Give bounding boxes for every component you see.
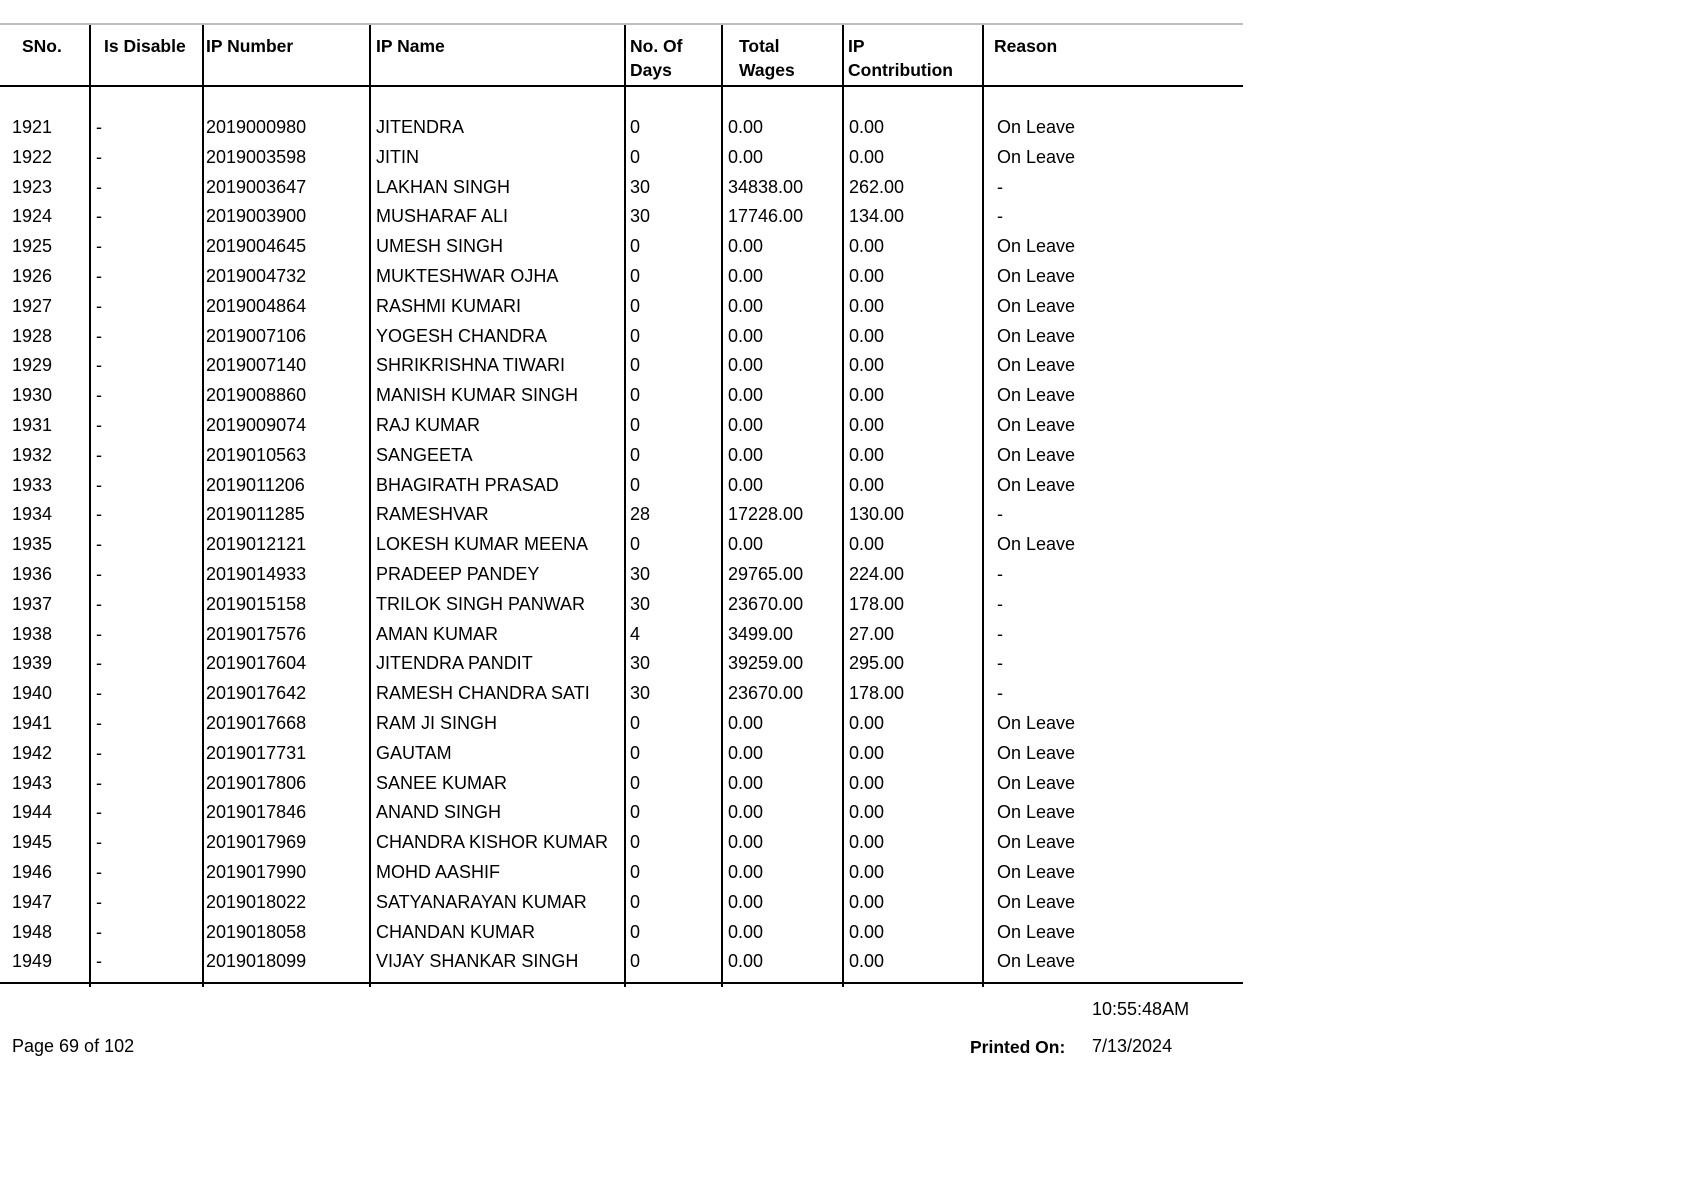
- cell-ip-name: JITIN: [376, 146, 419, 167]
- cell-total-wages: 39259.00: [728, 653, 804, 674]
- cell-ip-name: SANEE KUMAR: [376, 772, 508, 793]
- cell-no-of-days: 30: [630, 176, 651, 197]
- cell-no-of-days: 0: [630, 802, 641, 823]
- cell-reason: On Leave: [997, 236, 1076, 257]
- cell-ip-contribution: 0.00: [849, 444, 885, 465]
- cell-is-disable: -: [96, 236, 102, 257]
- cell-ip-number: 2019017969: [206, 832, 307, 853]
- cell-no-of-days: 0: [630, 832, 641, 853]
- cell-total-wages: 0.00: [728, 832, 764, 853]
- cell-sno: 1925: [12, 236, 53, 257]
- cell-total-wages: 0.00: [728, 802, 764, 823]
- cell-sno: 1921: [12, 117, 53, 137]
- cell-total-wages: 0.00: [728, 414, 764, 435]
- cell-reason: On Leave: [997, 265, 1076, 286]
- cell-total-wages: 0.00: [728, 921, 764, 942]
- cell-is-disable: -: [96, 355, 102, 376]
- cell-sno: 1923: [12, 176, 53, 197]
- cell-is-disable: -: [96, 653, 102, 674]
- cell-no-of-days: 30: [630, 206, 651, 227]
- table-bottom-rule: [0, 982, 1243, 984]
- cell-reason: -: [997, 206, 1003, 227]
- table-row: [0, 620, 1243, 650]
- cell-ip-name: JITENDRA PANDIT: [376, 653, 533, 674]
- cell-no-of-days: 0: [630, 742, 641, 763]
- cell-reason: -: [997, 593, 1003, 614]
- cell-no-of-days: 0: [630, 236, 641, 257]
- cell-no-of-days: 30: [630, 563, 651, 584]
- cell-reason: On Leave: [997, 355, 1076, 376]
- cell-sno: 1935: [12, 534, 53, 555]
- cell-reason: On Leave: [997, 295, 1076, 316]
- table-row: [0, 202, 1243, 232]
- cell-reason: On Leave: [997, 385, 1076, 406]
- cell-sno: 1937: [12, 593, 53, 614]
- cell-total-wages: 0.00: [728, 355, 764, 376]
- cell-ip-number: 2019011285: [206, 504, 305, 525]
- cell-sno: 1927: [12, 295, 53, 316]
- cell-sno: 1934: [12, 504, 53, 525]
- cell-ip-contribution: 0.00: [849, 385, 885, 406]
- cell-ip-contribution: 0.00: [849, 921, 885, 942]
- cell-reason: On Leave: [997, 444, 1076, 465]
- cell-sno: 1946: [12, 861, 53, 882]
- cell-ip-contribution: 178.00: [849, 593, 905, 614]
- cell-ip-name: SANGEETA: [376, 444, 473, 465]
- header-total-wages-line2: Wages: [739, 60, 795, 80]
- cell-is-disable: -: [96, 325, 102, 346]
- cell-total-wages: 0.00: [728, 534, 764, 555]
- table-top-rule: [0, 23, 1243, 25]
- cell-no-of-days: 0: [630, 772, 641, 793]
- cell-ip-name: YOGESH CHANDRA: [376, 325, 548, 346]
- cell-no-of-days: 30: [630, 683, 651, 704]
- cell-ip-name: GAUTAM: [376, 742, 452, 763]
- header-no-of-days-line1: No. Of: [630, 36, 683, 56]
- cell-ip-contribution: 0.00: [849, 236, 885, 257]
- cell-ip-number: 2019017668: [206, 712, 307, 733]
- cell-no-of-days: 0: [630, 951, 641, 972]
- cell-is-disable: -: [96, 385, 102, 406]
- cell-no-of-days: 0: [630, 414, 641, 435]
- cell-is-disable: -: [96, 951, 102, 972]
- cell-reason: On Leave: [997, 325, 1076, 346]
- cell-reason: -: [997, 623, 1003, 644]
- cell-ip-contribution: 0.00: [849, 534, 885, 555]
- table-row: [0, 262, 1243, 292]
- cell-ip-name: LOKESH KUMAR MEENA: [376, 534, 589, 555]
- cell-is-disable: -: [96, 504, 102, 525]
- cell-sno: 1942: [12, 742, 53, 763]
- cell-sno: 1940: [12, 683, 53, 704]
- cell-sno: 1939: [12, 653, 53, 674]
- table-row: [0, 381, 1243, 411]
- cell-ip-contribution: 262.00: [849, 176, 905, 197]
- cell-no-of-days: 0: [630, 861, 641, 882]
- cell-total-wages: 23670.00: [728, 683, 804, 704]
- page-number: Page 69 of 102: [12, 1036, 135, 1056]
- cell-reason: On Leave: [997, 951, 1076, 972]
- printed-date: 7/13/2024: [1092, 1036, 1173, 1056]
- cell-ip-number: 2019003647: [206, 176, 307, 197]
- cell-total-wages: 23670.00: [728, 593, 804, 614]
- cell-is-disable: -: [96, 772, 102, 793]
- cell-ip-contribution: 0.00: [849, 802, 885, 823]
- table-row: [0, 769, 1243, 799]
- cell-ip-number: 2019012121: [206, 534, 307, 555]
- cell-total-wages: 0.00: [728, 117, 764, 137]
- cell-ip-number: 2019004645: [206, 236, 307, 257]
- cell-is-disable: -: [96, 832, 102, 853]
- table-row: [0, 828, 1243, 858]
- cell-ip-name: MANISH KUMAR SINGH: [376, 385, 579, 406]
- cell-no-of-days: 30: [630, 653, 651, 674]
- cell-ip-name: CHANDAN KUMAR: [376, 921, 536, 942]
- cell-total-wages: 29765.00: [728, 563, 804, 584]
- cell-ip-number: 2019007106: [206, 325, 307, 346]
- header-is-disable: Is Disable: [104, 36, 186, 56]
- cell-is-disable: -: [96, 802, 102, 823]
- cell-is-disable: -: [96, 563, 102, 584]
- cell-ip-name: TRILOK SINGH PANWAR: [376, 593, 586, 614]
- cell-ip-number: 2019003900: [206, 206, 307, 227]
- cell-is-disable: -: [96, 742, 102, 763]
- cell-total-wages: 0.00: [728, 265, 764, 286]
- cell-reason: On Leave: [997, 772, 1076, 793]
- cell-sno: 1948: [12, 921, 53, 942]
- cell-reason: On Leave: [997, 712, 1076, 733]
- cell-no-of-days: 0: [630, 534, 641, 555]
- cell-ip-name: MOHD AASHIF: [376, 861, 501, 882]
- table-row: [0, 560, 1243, 590]
- cell-ip-name: RAM JI SINGH: [376, 712, 498, 733]
- cell-ip-name: MUKTESHWAR OJHA: [376, 265, 559, 286]
- cell-reason: On Leave: [997, 921, 1076, 942]
- table-row: [0, 322, 1243, 352]
- cell-no-of-days: 0: [630, 385, 641, 406]
- cell-no-of-days: 0: [630, 355, 641, 376]
- cell-ip-contribution: 0.00: [849, 891, 885, 912]
- cell-ip-name: AMAN KUMAR: [376, 623, 499, 644]
- table-row: [0, 500, 1243, 530]
- cell-no-of-days: 0: [630, 891, 641, 912]
- header-total-wages-line1: Total: [739, 36, 780, 56]
- cell-sno: 1931: [12, 414, 53, 435]
- header-sno: SNo.: [22, 36, 62, 56]
- table-row: [0, 679, 1243, 709]
- cell-ip-contribution: 0.00: [849, 712, 885, 733]
- cell-no-of-days: 30: [630, 593, 651, 614]
- cell-reason: On Leave: [997, 534, 1076, 555]
- table-row: [0, 530, 1243, 560]
- cell-sno: 1949: [12, 951, 53, 972]
- cell-no-of-days: 0: [630, 444, 641, 465]
- cell-reason: On Leave: [997, 742, 1076, 763]
- cell-is-disable: -: [96, 921, 102, 942]
- cell-ip-number: 2019017846: [206, 802, 307, 823]
- cell-sno: 1941: [12, 712, 53, 733]
- cell-ip-number: 2019008860: [206, 385, 307, 406]
- header-ip-name: IP Name: [376, 36, 445, 56]
- cell-no-of-days: 28: [630, 504, 651, 525]
- table-row: [0, 143, 1243, 173]
- cell-no-of-days: 0: [630, 474, 641, 495]
- cell-ip-number: 2019017731: [206, 742, 307, 763]
- header-total-wages: [739, 34, 795, 82]
- cell-ip-contribution: 0.00: [849, 414, 885, 435]
- cell-ip-contribution: 224.00: [849, 563, 905, 584]
- cell-ip-contribution: 0.00: [849, 355, 885, 376]
- cell-total-wages: 0.00: [728, 742, 764, 763]
- table-row: [0, 590, 1243, 620]
- cell-ip-contribution: 0.00: [849, 117, 885, 137]
- cell-is-disable: -: [96, 593, 102, 614]
- cell-ip-number: 2019004864: [206, 295, 307, 316]
- cell-reason: -: [997, 176, 1003, 197]
- cell-reason: On Leave: [997, 861, 1076, 882]
- printed-time: 10:55:48AM: [1092, 999, 1190, 1019]
- cell-sno: 1924: [12, 206, 53, 227]
- cell-ip-contribution: 295.00: [849, 653, 905, 674]
- cell-ip-name: JITENDRA: [376, 117, 465, 137]
- cell-total-wages: 17746.00: [728, 206, 804, 227]
- cell-sno: 1932: [12, 444, 53, 465]
- cell-total-wages: 0.00: [728, 325, 764, 346]
- cell-no-of-days: 0: [630, 295, 641, 316]
- header-ip-contribution: [848, 34, 953, 82]
- cell-total-wages: 34838.00: [728, 176, 804, 197]
- cell-ip-name: ANAND SINGH: [376, 802, 502, 823]
- cell-is-disable: -: [96, 474, 102, 495]
- cell-ip-name: PRADEEP PANDEY: [376, 563, 540, 584]
- cell-is-disable: -: [96, 623, 102, 644]
- table-row: [0, 888, 1243, 918]
- cell-ip-name: SATYANARAYAN KUMAR: [376, 891, 587, 912]
- cell-is-disable: -: [96, 683, 102, 704]
- cell-is-disable: -: [96, 891, 102, 912]
- cell-ip-contribution: 0.00: [849, 832, 885, 853]
- cell-ip-contribution: 178.00: [849, 683, 905, 704]
- cell-ip-contribution: 0.00: [849, 951, 885, 972]
- cell-total-wages: 0.00: [728, 146, 764, 167]
- cell-total-wages: 0.00: [728, 772, 764, 793]
- cell-total-wages: 0.00: [728, 444, 764, 465]
- cell-sno: 1929: [12, 355, 53, 376]
- cell-no-of-days: 0: [630, 921, 641, 942]
- cell-reason: -: [997, 504, 1003, 525]
- cell-reason: On Leave: [997, 474, 1076, 495]
- table-row: [0, 173, 1243, 203]
- cell-is-disable: -: [96, 117, 102, 137]
- cell-ip-contribution: 0.00: [849, 325, 885, 346]
- cell-ip-number: 2019000980: [206, 117, 307, 137]
- cell-ip-name: RASHMI KUMARI: [376, 295, 522, 316]
- cell-ip-number: 2019009074: [206, 414, 307, 435]
- cell-reason: On Leave: [997, 832, 1076, 853]
- cell-ip-name: UMESH SINGH: [376, 236, 504, 257]
- cell-ip-contribution: 0.00: [849, 861, 885, 882]
- cell-is-disable: -: [96, 146, 102, 167]
- table-row: [0, 113, 1243, 143]
- cell-ip-number: 2019004732: [206, 265, 307, 286]
- cell-ip-contribution: 134.00: [849, 206, 905, 227]
- cell-ip-name: RAJ KUMAR: [376, 414, 481, 435]
- cell-reason: On Leave: [997, 117, 1076, 137]
- cell-total-wages: 0.00: [728, 951, 764, 972]
- table-row: [0, 918, 1243, 948]
- cell-total-wages: 0.00: [728, 474, 764, 495]
- cell-sno: 1943: [12, 772, 53, 793]
- header-no-of-days-line2: Days: [630, 60, 672, 80]
- cell-is-disable: -: [96, 265, 102, 286]
- cell-is-disable: -: [96, 295, 102, 316]
- cell-total-wages: 0.00: [728, 712, 764, 733]
- cell-sno: 1947: [12, 891, 53, 912]
- cell-ip-name: LAKHAN SINGH: [376, 176, 511, 197]
- cell-is-disable: -: [96, 861, 102, 882]
- cell-total-wages: 0.00: [728, 295, 764, 316]
- cell-ip-contribution: 0.00: [849, 265, 885, 286]
- cell-no-of-days: 0: [630, 712, 641, 733]
- cell-ip-contribution: 0.00: [849, 474, 885, 495]
- cell-ip-number: 2019003598: [206, 146, 307, 167]
- cell-ip-number: 2019017576: [206, 623, 307, 644]
- cell-sno: 1930: [12, 385, 53, 406]
- cell-ip-contribution: 27.00: [849, 623, 895, 644]
- cell-ip-name: RAMESH CHANDRA SATI: [376, 683, 590, 704]
- cell-ip-name: BHAGIRATH PRASAD: [376, 474, 559, 495]
- cell-sno: 1944: [12, 802, 53, 823]
- cell-sno: 1938: [12, 623, 53, 644]
- printed-on-label: Printed On:: [970, 1037, 1066, 1057]
- cell-ip-number: 2019017642: [206, 683, 307, 704]
- table-row: [0, 411, 1243, 441]
- cell-is-disable: -: [96, 534, 102, 555]
- cell-ip-contribution: 0.00: [849, 295, 885, 316]
- cell-sno: 1945: [12, 832, 53, 853]
- cell-total-wages: 0.00: [728, 861, 764, 882]
- table-row: [0, 739, 1243, 769]
- table-row: [0, 471, 1243, 501]
- header-bottom-rule: [0, 85, 1243, 87]
- cell-no-of-days: 0: [630, 265, 641, 286]
- cell-ip-name: CHANDRA KISHOR KUMAR: [376, 832, 609, 853]
- cell-total-wages: 0.00: [728, 891, 764, 912]
- cell-total-wages: 0.00: [728, 385, 764, 406]
- table-row: [0, 947, 1243, 977]
- table-row: [0, 232, 1243, 262]
- cell-reason: -: [997, 653, 1003, 674]
- cell-is-disable: -: [96, 712, 102, 733]
- cell-ip-number: 2019018058: [206, 921, 307, 942]
- cell-reason: -: [997, 683, 1003, 704]
- contribution-table: [0, 23, 1243, 984]
- cell-sno: 1922: [12, 146, 53, 167]
- table-row: [0, 351, 1243, 381]
- cell-is-disable: -: [96, 414, 102, 435]
- cell-sno: 1933: [12, 474, 53, 495]
- cell-reason: -: [997, 563, 1003, 584]
- table-row: [0, 709, 1243, 739]
- cell-ip-number: 2019010563: [206, 444, 307, 465]
- cell-ip-number: 2019011206: [206, 474, 305, 495]
- cell-no-of-days: 0: [630, 117, 641, 137]
- header-ip-number: IP Number: [206, 36, 294, 56]
- cell-ip-number: 2019017604: [206, 653, 307, 674]
- cell-is-disable: -: [96, 444, 102, 465]
- cell-ip-name: RAMESHVAR: [376, 504, 489, 525]
- cell-sno: 1926: [12, 265, 53, 286]
- cell-ip-number: 2019017990: [206, 861, 307, 882]
- table-row: [0, 798, 1243, 828]
- cell-no-of-days: 0: [630, 325, 641, 346]
- cell-ip-contribution: 0.00: [849, 146, 885, 167]
- table-body: [0, 113, 1243, 977]
- cell-reason: On Leave: [997, 414, 1076, 435]
- cell-is-disable: -: [96, 206, 102, 227]
- cell-total-wages: 17228.00: [728, 504, 804, 525]
- cell-ip-number: 2019007140: [206, 355, 307, 376]
- cell-reason: On Leave: [997, 891, 1076, 912]
- table-row: [0, 649, 1243, 679]
- table-row: [0, 441, 1243, 471]
- cell-ip-number: 2019017806: [206, 772, 307, 793]
- cell-ip-name: SHRIKRISHNA TIWARI: [376, 355, 566, 376]
- cell-total-wages: 3499.00: [728, 623, 794, 644]
- cell-reason: On Leave: [997, 146, 1076, 167]
- cell-sno: 1936: [12, 563, 53, 584]
- header-reason: Reason: [994, 36, 1058, 56]
- cell-total-wages: 0.00: [728, 236, 764, 257]
- cell-ip-contribution: 0.00: [849, 772, 885, 793]
- table-row: [0, 292, 1243, 322]
- cell-no-of-days: 0: [630, 146, 641, 167]
- cell-is-disable: -: [96, 176, 102, 197]
- cell-ip-number: 2019014933: [206, 563, 307, 584]
- header-ip-contribution-line1: IP: [848, 36, 865, 56]
- cell-ip-number: 2019018022: [206, 891, 307, 912]
- cell-reason: On Leave: [997, 802, 1076, 823]
- cell-ip-contribution: 0.00: [849, 742, 885, 763]
- cell-ip-name: MUSHARAF ALI: [376, 206, 509, 227]
- table-row: [0, 858, 1243, 888]
- cell-ip-contribution: 130.00: [849, 504, 905, 525]
- cell-sno: 1928: [12, 325, 53, 346]
- header-no-of-days: [630, 34, 683, 82]
- cell-ip-name: VIJAY SHANKAR SINGH: [376, 951, 579, 972]
- cell-ip-number: 2019015158: [206, 593, 307, 614]
- cell-no-of-days: 4: [630, 623, 641, 644]
- cell-ip-number: 2019018099: [206, 951, 307, 972]
- header-ip-contribution-line2: Contribution: [848, 60, 953, 80]
